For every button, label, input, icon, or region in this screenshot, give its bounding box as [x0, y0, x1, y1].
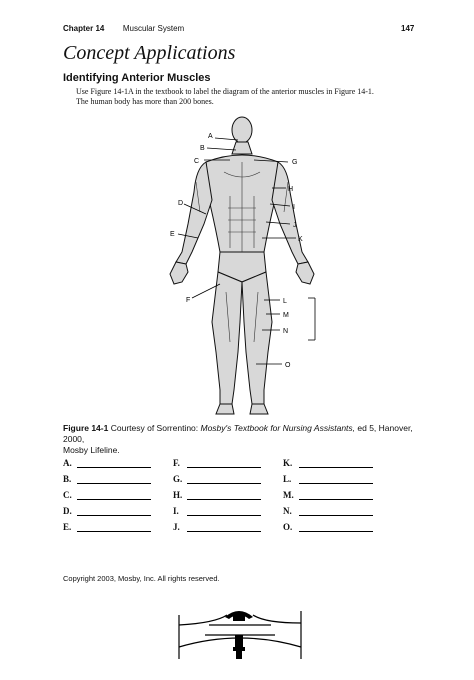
answer-label: L. — [283, 474, 292, 484]
instruction-line-2: The human body has more than 200 bones. — [76, 97, 214, 106]
answer-line[interactable] — [77, 483, 151, 484]
figure-label-d: D — [178, 200, 184, 207]
figure-left-arm — [176, 162, 212, 264]
answer-line[interactable] — [299, 531, 373, 532]
caption-text-pre: Courtesy of Sorrentino: — [110, 423, 201, 433]
answer-line[interactable] — [77, 499, 151, 500]
answer-label: D. — [63, 506, 72, 516]
answer-column-2 — [173, 452, 263, 532]
figure-label-c: C — [194, 158, 200, 165]
answer-label: J. — [173, 522, 180, 532]
answer-line[interactable] — [299, 483, 373, 484]
chapter-number: Chapter 14 — [63, 24, 105, 33]
answer-label: E. — [63, 522, 72, 532]
answer-row-d — [63, 500, 153, 516]
answer-row-j — [173, 516, 263, 532]
anterior-muscles-figure — [160, 112, 330, 420]
answer-label: G. — [173, 474, 183, 484]
answer-label: N. — [283, 506, 292, 516]
answer-row-h — [173, 484, 263, 500]
instruction-line-1: Use Figure 14-1A in the textbook to label the diagram of the anterior muscles in Figure 14-1. — [76, 87, 374, 96]
section-title: Concept Applications — [63, 42, 236, 64]
answer-label: A. — [63, 458, 72, 468]
answer-label: C. — [63, 490, 72, 500]
figure-label-i: I — [293, 204, 295, 211]
answer-row-k — [283, 452, 377, 468]
answer-line[interactable] — [77, 531, 151, 532]
answer-label: F. — [173, 458, 180, 468]
answer-line[interactable] — [77, 515, 151, 516]
answer-label: M. — [283, 490, 294, 500]
caption-book-title: Mosby's Textbook for Nursing Assistants, — [200, 423, 356, 433]
figure-neck — [232, 142, 252, 154]
figure-left-hand — [170, 262, 188, 284]
answer-line[interactable] — [187, 531, 261, 532]
figure-label-l: L — [283, 298, 287, 305]
chapter-title: Muscular System — [122, 24, 185, 33]
answer-row-m — [283, 484, 377, 500]
instructions — [76, 87, 416, 107]
figure-label-o: O — [285, 362, 291, 369]
figure-right-leg — [242, 272, 272, 404]
figure-label-h: H — [288, 186, 294, 193]
figure-label-e: E — [170, 231, 175, 238]
answer-line[interactable] — [187, 499, 261, 500]
answer-line[interactable] — [187, 483, 261, 484]
answer-line[interactable] — [299, 499, 373, 500]
chapter-header — [63, 24, 184, 33]
answer-label: I. — [173, 506, 179, 516]
answer-label: B. — [63, 474, 72, 484]
answer-row-a — [63, 452, 153, 468]
answer-label: K. — [283, 458, 293, 468]
copyright-notice: Copyright 2003, Mosby, Inc. All rights reserved. — [63, 574, 220, 583]
answer-label: H. — [173, 490, 183, 500]
figure-label-m: M — [283, 312, 289, 319]
figure-label-f: F — [186, 297, 191, 304]
answer-column-3 — [283, 452, 377, 532]
answer-row-b — [63, 468, 153, 484]
figure-label-j: J — [293, 222, 297, 229]
figure-label-g: G — [292, 159, 298, 166]
subheading: Identifying Anterior Muscles — [63, 72, 211, 84]
answer-label: O. — [283, 522, 293, 532]
answer-line[interactable] — [187, 467, 261, 468]
figure-left-leg — [212, 272, 242, 404]
answer-row-o — [283, 516, 377, 532]
page-number: 147 — [401, 24, 415, 33]
answer-line[interactable] — [187, 515, 261, 516]
binder-clip-graphic — [175, 605, 305, 667]
answer-column-1 — [63, 452, 153, 532]
caption-text-post: ed 5, Hanover, 2000, — [63, 423, 413, 444]
answer-row-n — [283, 500, 377, 516]
figure-left-foot — [216, 404, 234, 414]
answer-row-l — [283, 468, 377, 484]
answer-row-e — [63, 516, 153, 532]
answer-line[interactable] — [299, 515, 373, 516]
figure-label-a: A — [208, 133, 213, 140]
figure-label-b: B — [200, 145, 205, 152]
figure-right-hand — [296, 262, 314, 284]
answer-row-g — [173, 468, 263, 484]
answer-line[interactable] — [77, 467, 151, 468]
answer-row-f — [173, 452, 263, 468]
figure-right-arm — [272, 162, 308, 264]
figure-label-k: K — [298, 236, 303, 243]
answer-line[interactable] — [299, 467, 373, 468]
caption-figure-id: Figure 14-1 — [63, 423, 109, 433]
caption-line-2: Mosby Lifeline. — [63, 445, 120, 455]
figure-right-foot — [250, 404, 268, 414]
figure-head — [232, 117, 252, 143]
answer-row-i — [173, 500, 263, 516]
answer-row-c — [63, 484, 153, 500]
figure-label-n: N — [283, 328, 289, 335]
